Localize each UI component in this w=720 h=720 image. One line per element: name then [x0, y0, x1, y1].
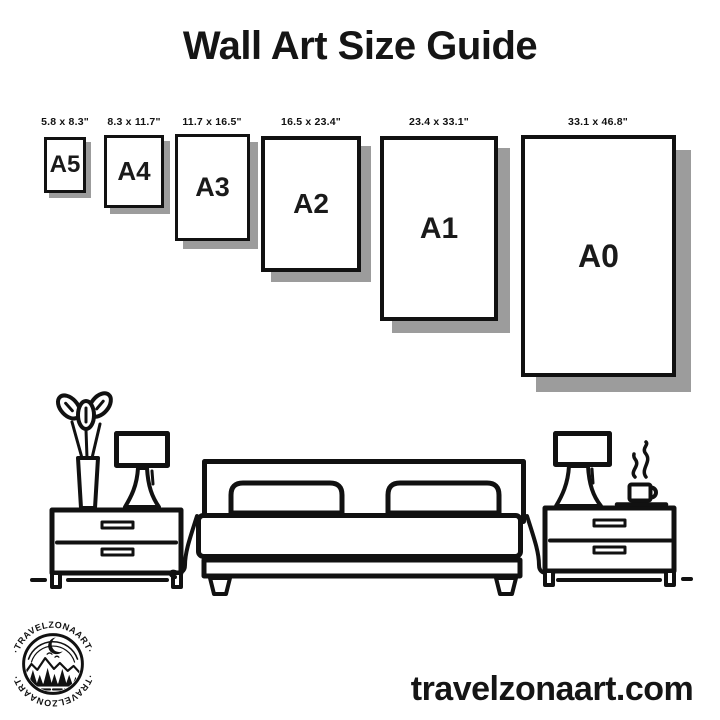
- size-name-label: A1: [419, 211, 459, 245]
- size-dimensions-label: 5.8 x 8.3": [41, 116, 89, 128]
- size-name-label: A0: [578, 237, 619, 274]
- coffee-cup-icon: [617, 442, 666, 505]
- size-dimensions-label: 33.1 x 46.8": [568, 116, 628, 128]
- size-frame-a2: [261, 136, 361, 272]
- bed-icon: [171, 462, 553, 595]
- nightstand-icon: [545, 508, 674, 585]
- steam-icon: [644, 442, 647, 477]
- logo-ring-text-top: ·TRAVELZONAART·: [10, 619, 96, 655]
- size-dimensions-label: 23.4 x 33.1": [409, 116, 469, 128]
- plant-vase-icon: [54, 389, 116, 508]
- size-name-label: A4: [117, 156, 151, 186]
- bedroom-illustration: [0, 380, 720, 605]
- size-dimensions-label: 16.5 x 23.4": [281, 116, 341, 128]
- page-title: Wall Art Size Guide: [182, 24, 538, 68]
- size-name-label: A2: [293, 188, 329, 219]
- table-lamp-icon: [556, 434, 610, 507]
- travelzonaart-logo-icon: [4, 615, 102, 713]
- size-frame-a0: [521, 135, 676, 377]
- size-dimensions-label: 11.7 x 16.5": [182, 116, 242, 128]
- nightstand-icon: [52, 510, 181, 587]
- size-name-label: A5: [49, 151, 81, 178]
- logo-ring-text-bottom: ·TRAVELZONAART·: [10, 673, 96, 709]
- size-name-label: A3: [195, 172, 230, 202]
- size-frame-a4: [104, 135, 164, 208]
- website-url: travelzonaart.com: [410, 670, 694, 708]
- floor-line: [32, 579, 691, 580]
- rainbow-arc: [31, 646, 74, 662]
- size-dimensions-label: 8.3 x 11.7": [107, 116, 161, 128]
- steam-icon: [633, 454, 636, 477]
- size-frame-a3: [175, 134, 250, 241]
- size-frame-a1: [380, 136, 498, 321]
- size-frame-a5: [44, 137, 86, 193]
- table-lamp-icon: [117, 434, 168, 508]
